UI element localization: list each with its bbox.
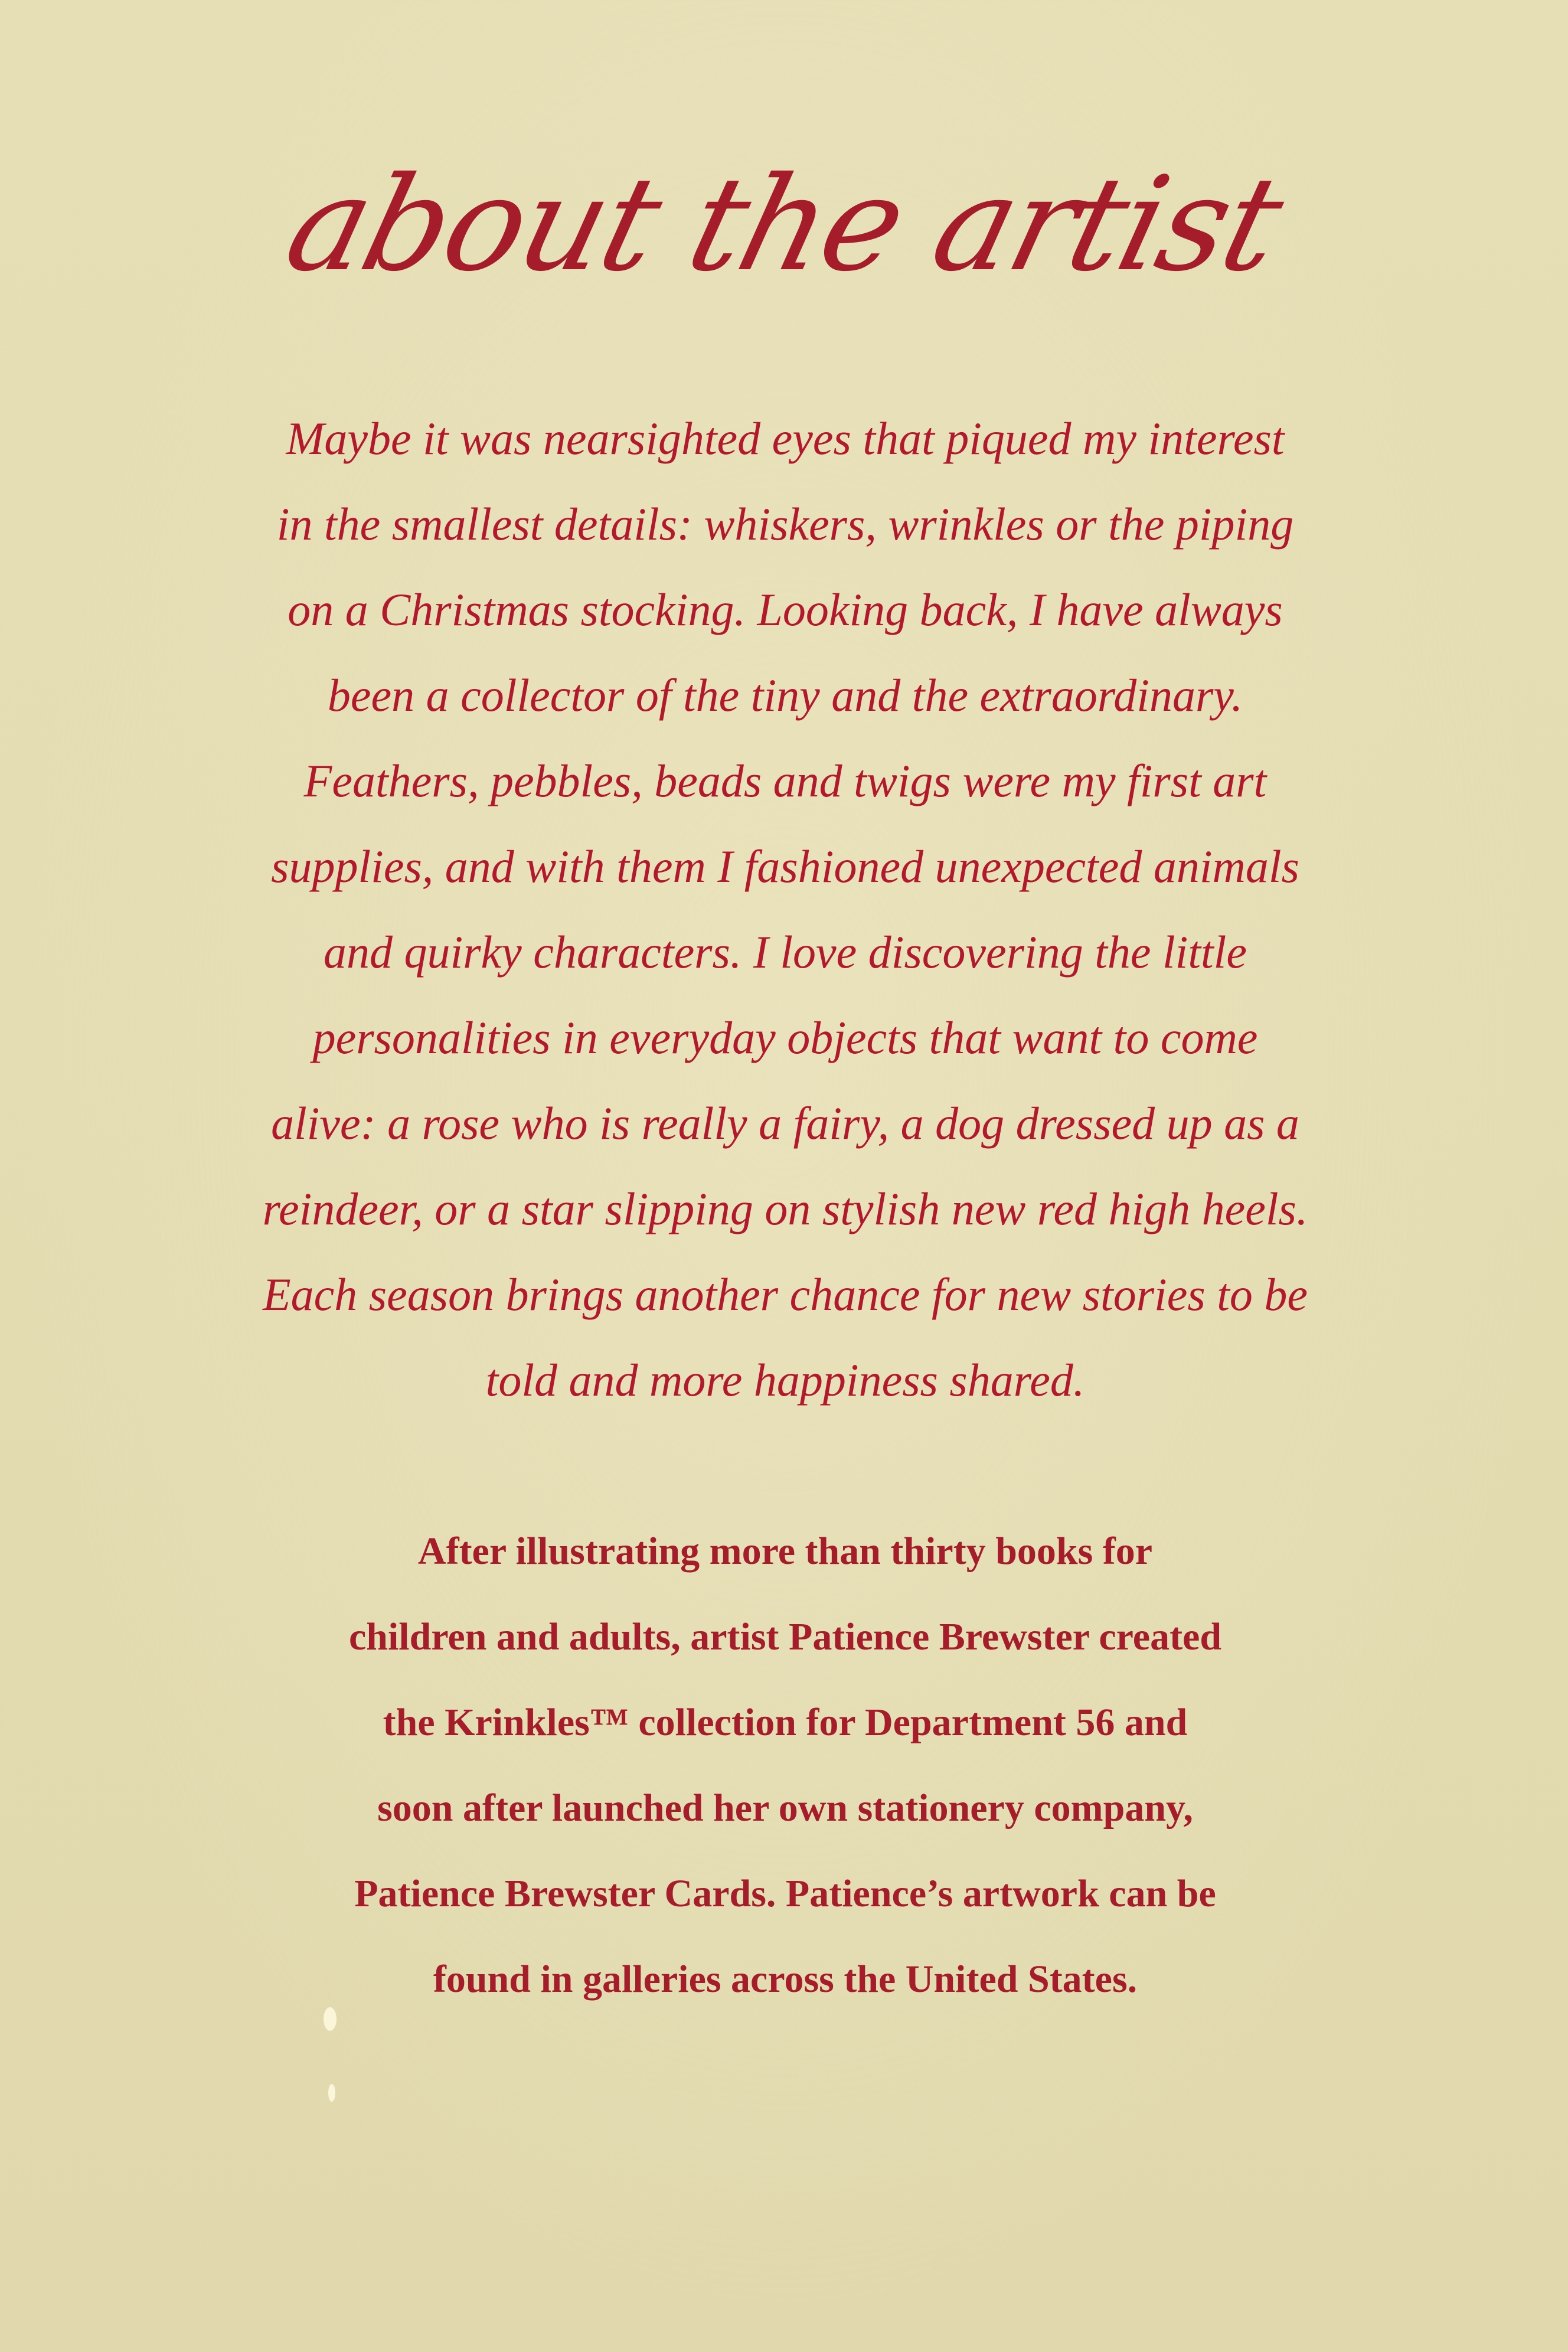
paper-speck	[328, 2084, 335, 2102]
statement-line: and quirky characters. I love discovering the little	[324, 926, 1247, 978]
statement-line: told and more happiness shared.	[485, 1354, 1085, 1406]
statement-line: Feathers, pebbles, beads and twigs were my first art	[303, 755, 1267, 806]
statement-line: been a collector of the tiny and the extraordinary.	[327, 669, 1243, 721]
biography-line: Patience Brewster Cards. Patience’s artwork can be	[354, 1872, 1216, 1915]
statement-line: supplies, and with them I fashioned unexpected animals	[271, 841, 1299, 892]
page-title: about the artist	[273, 149, 1295, 300]
statement-line: personalities in everyday objects that want to come	[312, 1012, 1258, 1063]
biography-line: the Krinkles™ collection for Department 56 and	[383, 1701, 1188, 1744]
biography-line: soon after launched her own stationery company,	[377, 1786, 1193, 1830]
statement-line: Each season brings another chance for new stories to be	[263, 1269, 1308, 1320]
biography-line: children and adults, artist Patience Brewster created	[348, 1615, 1222, 1658]
artist-statement	[224, 396, 1346, 1423]
statement-line: on a Christmas stocking. Looking back, I have always	[288, 584, 1283, 635]
artist-biography	[224, 1508, 1346, 2022]
statement-line: Maybe it was nearsighted eyes that piqued my interest	[286, 413, 1285, 464]
paper-speck	[324, 2007, 337, 2031]
statement-line: in the smallest details: whiskers, wrinkles or the piping	[276, 498, 1294, 550]
biography-line: After illustrating more than thirty books for	[417, 1530, 1153, 1573]
statement-line: alive: a rose who is really a fairy, a dog dressed up as a	[271, 1097, 1299, 1149]
biography-line: found in galleries across the United States.	[433, 1958, 1138, 2001]
statement-line: reindeer, or a star slipping on stylish new red high heels.	[262, 1183, 1308, 1234]
